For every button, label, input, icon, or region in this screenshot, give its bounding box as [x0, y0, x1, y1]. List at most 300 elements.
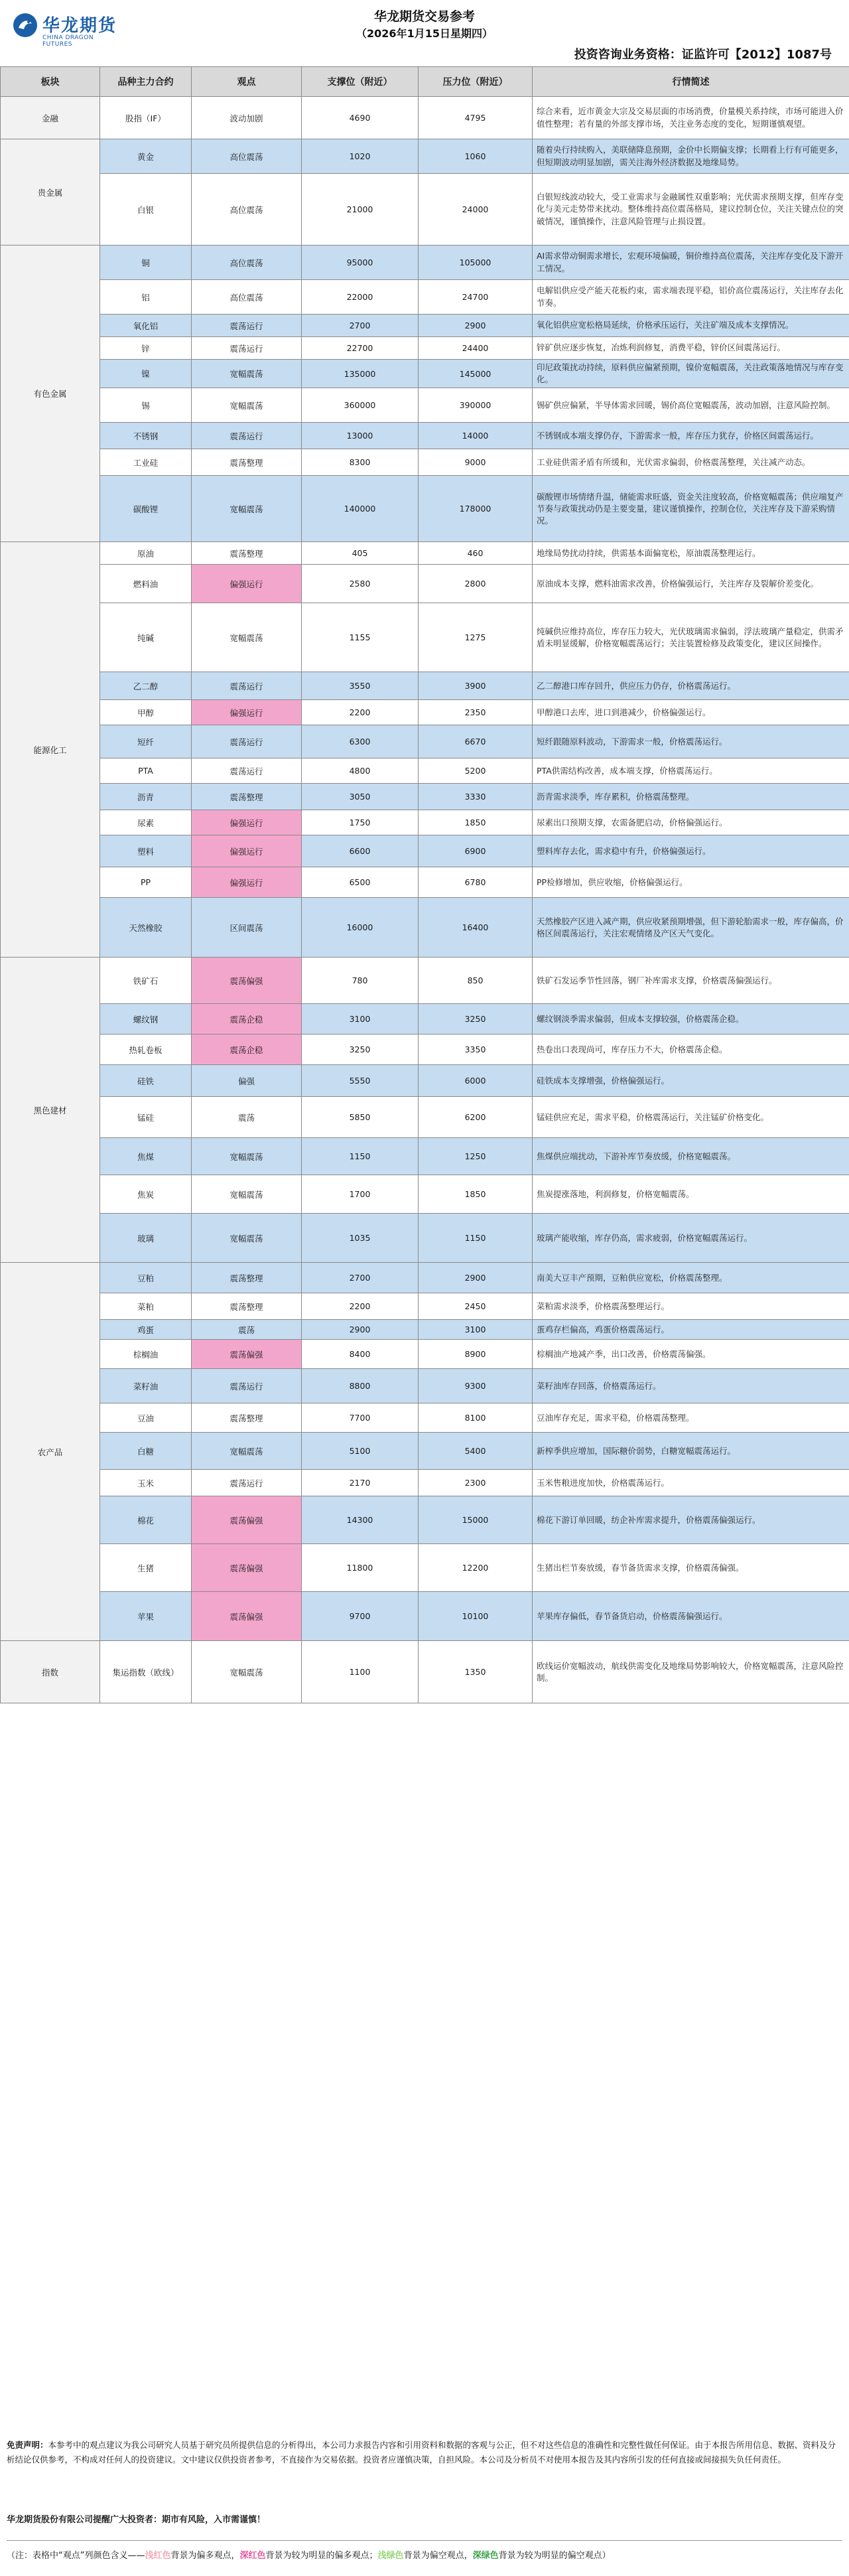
table-row [1, 1035, 849, 1065]
resistance-cell: 3100 [419, 1320, 533, 1340]
view-cell: 震荡整理 [192, 1263, 302, 1293]
contract-cell: 热轧卷板 [100, 1035, 192, 1065]
contract-cell: 工业硅 [100, 449, 192, 476]
description-cell: 新榨季供应增加，国际糖价弱势，白糖宽幅震荡运行。 [533, 1433, 849, 1470]
description-cell: 沥青需求淡季，库存累积，价格震荡整理。 [533, 784, 849, 810]
legend-dark-green: 深绿色 [472, 2551, 499, 2561]
col-header-contract: 品种主力合约 [100, 67, 192, 97]
description-cell: 纯碱供应维持高位，库存压力较大，光伏玻璃需求偏弱，浮法玻璃产量稳定，供需矛盾未明显缓解，价格宽幅震荡运行；关注装置检修及政策变化，建议区间操作。 [533, 603, 849, 672]
resistance-cell: 24700 [419, 280, 533, 315]
support-cell: 3550 [302, 672, 419, 700]
resistance-cell: 2350 [419, 700, 533, 725]
description-cell: 欧线运价宽幅波动，航线供需变化及地缘局势影响较大，价格宽幅震荡，注意风险控制。 [533, 1641, 849, 1703]
legend-dark-red-text: 背景为较为明显的偏多观点； [265, 2551, 378, 2561]
support-cell: 7700 [302, 1403, 419, 1433]
disclaimer-label: 免责声明： [7, 2440, 48, 2450]
view-cell: 宽幅震荡 [192, 1433, 302, 1470]
contract-cell: 豆油 [100, 1403, 192, 1433]
resistance-cell: 10100 [419, 1592, 533, 1641]
table-row [1, 337, 849, 360]
support-cell: 405 [302, 542, 419, 565]
contract-cell: PTA [100, 758, 192, 784]
table-row [1, 603, 849, 672]
resistance-cell: 178000 [419, 476, 533, 542]
support-cell: 1155 [302, 603, 419, 672]
resistance-cell: 6780 [419, 867, 533, 898]
description-cell: 铁矿石发运季节性回落，钢厂补库需求支撑，价格震荡偏强运行。 [533, 958, 849, 1004]
support-cell: 5850 [302, 1097, 419, 1138]
support-cell: 780 [302, 958, 419, 1004]
support-cell: 22700 [302, 337, 419, 360]
page-title: 华龙期货交易参考 [373, 9, 475, 24]
contract-cell: 白糖 [100, 1433, 192, 1470]
view-cell: 偏强运行 [192, 810, 302, 835]
legend-prefix: （注：表格中“观点”列颜色含义—— [7, 2551, 145, 2561]
description-cell: 印尼政策扰动持续，原料供应偏紧预期，镍价宽幅震荡，关注政策落地情况与库存变化。 [533, 360, 849, 388]
view-cell: 宽幅震荡 [192, 1175, 302, 1214]
description-cell: 锡矿供应偏紧，半导体需求回暖，锡价高位宽幅震荡，波动加剧，注意风险控制。 [533, 388, 849, 423]
contract-cell: 铁矿石 [100, 958, 192, 1004]
sector-cell: 农产品 [1, 1263, 100, 1641]
table-row [1, 1433, 849, 1470]
description-cell: AI需求带动铜需求增长，宏观环境偏暖，铜价维持高位震荡，关注库存变化及下游开工情况。 [533, 246, 849, 280]
contract-cell: 黄金 [100, 139, 192, 174]
sector-cell: 有色金属 [1, 246, 100, 542]
table-row [1, 449, 849, 476]
description-cell: 菜粕需求淡季，价格震荡整理运行。 [533, 1293, 849, 1320]
support-cell: 3050 [302, 784, 419, 810]
resistance-cell: 5400 [419, 1433, 533, 1470]
view-cell: 宽幅震荡 [192, 1214, 302, 1263]
color-legend-note [7, 2548, 842, 2561]
description-cell: 短纤跟随原料波动，下游需求一般，价格震荡运行。 [533, 725, 849, 758]
contract-cell: 玉米 [100, 1470, 192, 1496]
legend-dark-green-text: 背景为较为明显的偏空观点） [498, 2551, 611, 2561]
table-row [1, 1138, 849, 1175]
table-body [1, 97, 849, 1703]
view-cell: 震荡 [192, 1320, 302, 1340]
support-cell: 2900 [302, 1320, 419, 1340]
contract-cell: 碳酸锂 [100, 476, 192, 542]
contract-cell: 沥青 [100, 784, 192, 810]
col-header-support: 支撑位（附近） [302, 67, 419, 97]
description-cell: 棕榈油产地减产季，出口改善，价格震荡偏强。 [533, 1340, 849, 1369]
support-cell: 22000 [302, 280, 419, 315]
contract-cell: 短纤 [100, 725, 192, 758]
description-cell: 蛋鸡存栏偏高，鸡蛋价格震荡运行。 [533, 1320, 849, 1340]
support-cell: 2580 [302, 565, 419, 603]
resistance-cell: 2450 [419, 1293, 533, 1320]
support-cell: 5550 [302, 1065, 419, 1097]
support-cell: 6500 [302, 867, 419, 898]
table-row [1, 1592, 849, 1641]
table-row [1, 672, 849, 700]
table-row [1, 542, 849, 565]
contract-cell: PP [100, 867, 192, 898]
view-cell: 震荡整理 [192, 1403, 302, 1433]
view-cell: 偏强运行 [192, 565, 302, 603]
sector-cell: 金融 [1, 97, 100, 139]
logo-company-name-en: CHINA DRAGON FUTURES [42, 35, 94, 48]
view-cell: 震荡企稳 [192, 1035, 302, 1065]
support-cell: 1750 [302, 810, 419, 835]
logo-company-name: 华龙期货 [42, 16, 117, 36]
contract-cell: 锌 [100, 337, 192, 360]
resistance-cell: 15000 [419, 1496, 533, 1544]
view-cell: 震荡整理 [192, 542, 302, 565]
sector-cell: 贵金属 [1, 139, 100, 246]
description-cell: 硅铁成本支撑增强，价格偏强运行。 [533, 1065, 849, 1097]
table-row [1, 246, 849, 280]
table-header-row [1, 67, 849, 97]
resistance-cell: 1275 [419, 603, 533, 672]
support-cell: 2200 [302, 700, 419, 725]
contract-cell: 股指（IF） [100, 97, 192, 139]
view-cell: 宽幅震荡 [192, 1138, 302, 1175]
contract-cell: 苹果 [100, 1592, 192, 1641]
resistance-cell: 105000 [419, 246, 533, 280]
support-cell: 5100 [302, 1433, 419, 1470]
support-cell: 140000 [302, 476, 419, 542]
col-header-description: 行情简述 [533, 67, 849, 97]
contract-cell: 尿素 [100, 810, 192, 835]
description-cell: 苹果库存偏低，春节备货启动，价格震荡偏强运行。 [533, 1592, 849, 1641]
resistance-cell: 1350 [419, 1641, 533, 1703]
support-cell: 2700 [302, 315, 419, 337]
contract-cell: 玻璃 [100, 1214, 192, 1263]
view-cell: 震荡整理 [192, 449, 302, 476]
contract-cell: 天然橡胶 [100, 898, 192, 958]
resistance-cell: 1150 [419, 1214, 533, 1263]
view-cell: 震荡运行 [192, 758, 302, 784]
resistance-cell: 1850 [419, 1175, 533, 1214]
contract-cell: 铝 [100, 280, 192, 315]
view-cell: 高位震荡 [192, 139, 302, 174]
table-row [1, 1369, 849, 1403]
support-cell: 14300 [302, 1496, 419, 1544]
disclaimer-body: 本参考中的观点建议为我公司研究人员基于研究员所提供信息的分析得出，本公司力求报告内容和引用资料和数据的客观与公正，但不对这些信息的准确性和完整性做任何保证。由于本报告所用信息、数据、资料及分析结论仅供参考，不构成对任何人的投资建议。文中建议仅供投资者参考，不直接作为交易依据。投资者应谨慎决策，自担风险。本公司及分析员不对使用本报告及其内容所引发的任何直接或间接损失负任何责任。 [7, 2440, 836, 2465]
view-cell: 震荡偏强 [192, 958, 302, 1004]
legend-light-green: 浅绿色 [377, 2551, 404, 2561]
description-cell: PTA供需结构改善，成本端支撑，价格震荡运行。 [533, 758, 849, 784]
table-row [1, 784, 849, 810]
description-cell: 玻璃产能收缩，库存仍高，需求疲弱，价格宽幅震荡运行。 [533, 1214, 849, 1263]
contract-cell: 塑料 [100, 835, 192, 867]
table-row [1, 725, 849, 758]
sector-cell: 黑色建材 [1, 958, 100, 1263]
table-row [1, 1496, 849, 1544]
table-row [1, 1340, 849, 1369]
page-date: （2026年1月15日星期四） [356, 27, 493, 40]
contract-cell: 螺纹钢 [100, 1004, 192, 1035]
support-cell: 16000 [302, 898, 419, 958]
contract-cell: 豆粕 [100, 1263, 192, 1293]
support-cell: 2700 [302, 1263, 419, 1293]
view-cell: 震荡运行 [192, 423, 302, 449]
support-cell: 1100 [302, 1641, 419, 1703]
description-cell: 南美大豆丰产预期，豆粕供应宽松，价格震荡整理。 [533, 1263, 849, 1293]
resistance-cell: 2300 [419, 1470, 533, 1496]
description-cell: 锰硅供应充足，需求平稳，价格震荡运行，关注锰矿价格变化。 [533, 1097, 849, 1138]
contract-cell: 鸡蛋 [100, 1320, 192, 1340]
description-cell: 甲醇港口去库，进口到港减少，价格偏强运行。 [533, 700, 849, 725]
table-row [1, 388, 849, 423]
contract-cell: 集运指数（欧线） [100, 1641, 192, 1703]
legend-light-green-text: 背景为偏空观点， [403, 2551, 473, 2561]
support-cell: 21000 [302, 174, 419, 246]
support-cell: 6300 [302, 725, 419, 758]
table-row [1, 360, 849, 388]
contract-cell: 燃料油 [100, 565, 192, 603]
description-cell: 生猪出栏节奏放缓，春节备货需求支撑，价格震荡偏强。 [533, 1544, 849, 1592]
resistance-cell: 390000 [419, 388, 533, 423]
description-cell: 地缘局势扰动持续，供需基本面偏宽松，原油震荡整理运行。 [533, 542, 849, 565]
contract-cell: 棉花 [100, 1496, 192, 1544]
resistance-cell: 14000 [419, 423, 533, 449]
contract-cell: 铜 [100, 246, 192, 280]
view-cell: 震荡偏强 [192, 1496, 302, 1544]
sector-cell: 指数 [1, 1641, 100, 1703]
view-cell: 震荡偏强 [192, 1592, 302, 1641]
view-cell: 偏强 [192, 1065, 302, 1097]
view-cell: 震荡企稳 [192, 1004, 302, 1035]
resistance-cell: 3350 [419, 1035, 533, 1065]
risk-reminder: 华龙期货股份有限公司提醒广大投资者：期市有风险，入市需谨慎！ [7, 2515, 266, 2525]
resistance-cell: 12200 [419, 1544, 533, 1592]
view-cell: 震荡偏强 [192, 1340, 302, 1369]
support-cell: 13000 [302, 423, 419, 449]
support-cell: 95000 [302, 246, 419, 280]
license-info: 投资咨询业务资格：证监许可【2012】1087号 [574, 48, 832, 62]
description-cell: 玉米售粮进度加快，价格震荡运行。 [533, 1470, 849, 1496]
description-cell: 原油成本支撑，燃料油需求改善，价格偏强运行，关注库存及裂解价差变化。 [533, 565, 849, 603]
resistance-cell: 3330 [419, 784, 533, 810]
view-cell: 高位震荡 [192, 246, 302, 280]
table-row [1, 810, 849, 835]
view-cell: 区间震荡 [192, 898, 302, 958]
table-row [1, 1065, 849, 1097]
resistance-cell: 24000 [419, 174, 533, 246]
resistance-cell: 1850 [419, 810, 533, 835]
table-row [1, 280, 849, 315]
resistance-cell: 2800 [419, 565, 533, 603]
table-row [1, 1175, 849, 1214]
contract-cell: 白银 [100, 174, 192, 246]
support-cell: 3100 [302, 1004, 419, 1035]
support-cell: 9700 [302, 1592, 419, 1641]
description-cell: 菜籽油库存回落，价格震荡运行。 [533, 1369, 849, 1403]
description-cell: 豆油库存充足，需求平稳，价格震荡整理。 [533, 1403, 849, 1433]
disclaimer-text [7, 2438, 842, 2467]
contract-cell: 乙二醇 [100, 672, 192, 700]
support-cell: 2170 [302, 1470, 419, 1496]
description-cell: 白银短线波动较大，受工业需求与金融属性双重影响；光伏需求预期支撑，但库存变化与美元走势带来扰动。整体维持高位震荡格局，建议控制仓位，关注关键点位的突破情况，谨慎操作，注意风险管理与止损设置。 [533, 174, 849, 246]
resistance-cell: 3900 [419, 672, 533, 700]
table-row [1, 1641, 849, 1703]
contract-cell: 氧化铝 [100, 315, 192, 337]
view-cell: 宽幅震荡 [192, 476, 302, 542]
resistance-cell: 1250 [419, 1138, 533, 1175]
resistance-cell: 145000 [419, 360, 533, 388]
legend-dark-red: 深红色 [239, 2551, 266, 2561]
view-cell: 震荡运行 [192, 337, 302, 360]
table-row [1, 1263, 849, 1293]
view-cell: 高位震荡 [192, 280, 302, 315]
view-cell: 宽幅震荡 [192, 603, 302, 672]
description-cell: 随着央行持续购入，美联储降息预期，金价中长期偏支撑；长期看上行有可能更多，但短期波动明显加剧，需关注海外经济数据及地缘局势。 [533, 139, 849, 174]
view-cell: 高位震荡 [192, 174, 302, 246]
table-row [1, 1293, 849, 1320]
resistance-cell: 6000 [419, 1065, 533, 1097]
contract-cell: 甲醇 [100, 700, 192, 725]
table-row [1, 139, 849, 174]
contract-cell: 菜粕 [100, 1293, 192, 1320]
view-cell: 震荡运行 [192, 315, 302, 337]
resistance-cell: 16400 [419, 898, 533, 958]
col-header-resistance: 压力位（附近） [419, 67, 533, 97]
description-cell: 热卷出口表现尚可，库存压力不大，价格震荡企稳。 [533, 1035, 849, 1065]
resistance-cell: 5200 [419, 758, 533, 784]
view-cell: 震荡偏强 [192, 1544, 302, 1592]
support-cell: 8800 [302, 1369, 419, 1403]
table-row [1, 476, 849, 542]
description-cell: 尿素出口预期支撑，农需备肥启动，价格偏强运行。 [533, 810, 849, 835]
table-row [1, 958, 849, 1004]
view-cell: 震荡运行 [192, 1369, 302, 1403]
col-header-sector: 板块 [1, 67, 100, 97]
view-cell: 偏强运行 [192, 700, 302, 725]
support-cell: 1700 [302, 1175, 419, 1214]
table-row [1, 835, 849, 867]
description-cell: 综合来看，近市黄金大宗及交易层面的市场消费，价量模关系持续，市场可能进入价值性整理；若有量的外部支撑市场，关注业务态度的变化，短期谨慎观望。 [533, 97, 849, 139]
table-row [1, 1470, 849, 1496]
table-row [1, 1544, 849, 1592]
resistance-cell: 6200 [419, 1097, 533, 1138]
description-cell: 电解铝供应受产能天花板约束，需求端表现平稳，铝价高位震荡运行，关注库存去化节奏。 [533, 280, 849, 315]
view-cell: 偏强运行 [192, 835, 302, 867]
view-cell: 偏强运行 [192, 867, 302, 898]
view-cell: 震荡运行 [192, 725, 302, 758]
resistance-cell: 24400 [419, 337, 533, 360]
contract-cell: 锡 [100, 388, 192, 423]
contract-cell: 硅铁 [100, 1065, 192, 1097]
table-row [1, 898, 849, 958]
support-cell: 2200 [302, 1293, 419, 1320]
resistance-cell: 460 [419, 542, 533, 565]
description-cell: PP检修增加，供应收缩，价格偏强运行。 [533, 867, 849, 898]
support-cell: 1020 [302, 139, 419, 174]
support-cell: 4800 [302, 758, 419, 784]
description-cell: 焦煤供应端扰动，下游补库节奏放缓，价格宽幅震荡。 [533, 1138, 849, 1175]
support-cell: 1150 [302, 1138, 419, 1175]
support-cell: 360000 [302, 388, 419, 423]
resistance-cell: 8100 [419, 1403, 533, 1433]
contract-cell: 焦煤 [100, 1138, 192, 1175]
view-cell: 波动加剧 [192, 97, 302, 139]
resistance-cell: 2900 [419, 315, 533, 337]
table-row [1, 1214, 849, 1263]
view-cell: 宽幅震荡 [192, 1641, 302, 1703]
table-row [1, 758, 849, 784]
table-row [1, 1097, 849, 1138]
support-cell: 8300 [302, 449, 419, 476]
contract-cell: 菜籽油 [100, 1369, 192, 1403]
description-cell: 不锈钢成本端支撑仍存，下游需求一般，库存压力犹存，价格区间震荡运行。 [533, 423, 849, 449]
page-header [0, 0, 849, 66]
resistance-cell: 850 [419, 958, 533, 1004]
description-cell: 焦炭提涨落地，利润修复，价格宽幅震荡。 [533, 1175, 849, 1214]
divider [7, 2540, 842, 2541]
resistance-cell: 3250 [419, 1004, 533, 1035]
view-cell: 震荡 [192, 1097, 302, 1138]
support-cell: 11800 [302, 1544, 419, 1592]
support-cell: 1035 [302, 1214, 419, 1263]
view-cell: 震荡整理 [192, 1293, 302, 1320]
legend-light-red: 浅红色 [145, 2551, 171, 2561]
reference-table [0, 66, 849, 1703]
description-cell: 螺纹钢淡季需求偏弱，但成本支撑较强，价格震荡企稳。 [533, 1004, 849, 1035]
legend-light-red-text: 背景为偏多观点， [170, 2551, 240, 2561]
description-cell: 碳酸锂市场情绪升温，储能需求旺盛，资金关注度较高，价格宽幅震荡；供应端复产节奏与政策扰动仍是主要变量，建议谨慎操作，控制仓位，关注库存及下游采购情况。 [533, 476, 849, 542]
support-cell: 8400 [302, 1340, 419, 1369]
support-cell: 135000 [302, 360, 419, 388]
resistance-cell: 4795 [419, 97, 533, 139]
description-cell: 棉花下游订单回暖，纺企补库需求提升，价格震荡偏强运行。 [533, 1496, 849, 1544]
contract-cell: 原油 [100, 542, 192, 565]
description-cell: 氧化铝供应宽松格局延续，价格承压运行，关注矿端及成本支撑情况。 [533, 315, 849, 337]
table-row [1, 174, 849, 246]
contract-cell: 不锈钢 [100, 423, 192, 449]
resistance-cell: 1060 [419, 139, 533, 174]
contract-cell: 纯碱 [100, 603, 192, 672]
view-cell: 震荡运行 [192, 1470, 302, 1496]
table-row [1, 97, 849, 139]
resistance-cell: 2900 [419, 1263, 533, 1293]
description-cell: 锌矿供应逐步恢复，冶炼利润修复，消费平稳，锌价区间震荡运行。 [533, 337, 849, 360]
contract-cell: 镍 [100, 360, 192, 388]
support-cell: 3250 [302, 1035, 419, 1065]
description-cell: 工业硅供需矛盾有所缓和，光伏需求偏弱，价格震荡整理，关注减产动态。 [533, 449, 849, 476]
resistance-cell: 9300 [419, 1369, 533, 1403]
resistance-cell: 6900 [419, 835, 533, 867]
description-cell: 天然橡胶产区进入减产期，供应收紧预期增强，但下游轮胎需求一般，库存偏高，价格区间震荡运行，关注宏观情绪及产区天气变化。 [533, 898, 849, 958]
table-row [1, 1320, 849, 1340]
support-cell: 6600 [302, 835, 419, 867]
table-row [1, 867, 849, 898]
contract-cell: 生猪 [100, 1544, 192, 1592]
view-cell: 震荡运行 [192, 672, 302, 700]
view-cell: 震荡整理 [192, 784, 302, 810]
view-cell: 宽幅震荡 [192, 360, 302, 388]
contract-cell: 棕榈油 [100, 1340, 192, 1369]
resistance-cell: 8900 [419, 1340, 533, 1369]
sector-cell: 能源化工 [1, 542, 100, 958]
contract-cell: 焦炭 [100, 1175, 192, 1214]
resistance-cell: 9000 [419, 449, 533, 476]
table-row [1, 423, 849, 449]
table-row [1, 700, 849, 725]
resistance-cell: 6670 [419, 725, 533, 758]
table-row [1, 565, 849, 603]
disclaimer-section [0, 2427, 849, 2576]
description-cell: 乙二醇港口库存回升，供应压力仍存，价格震荡运行。 [533, 672, 849, 700]
description-cell: 塑料库存去化，需求稳中有升，价格偏强运行。 [533, 835, 849, 867]
contract-cell: 锰硅 [100, 1097, 192, 1138]
support-cell: 4690 [302, 97, 419, 139]
col-header-view: 观点 [192, 67, 302, 97]
table-row [1, 1403, 849, 1433]
view-cell: 宽幅震荡 [192, 388, 302, 423]
